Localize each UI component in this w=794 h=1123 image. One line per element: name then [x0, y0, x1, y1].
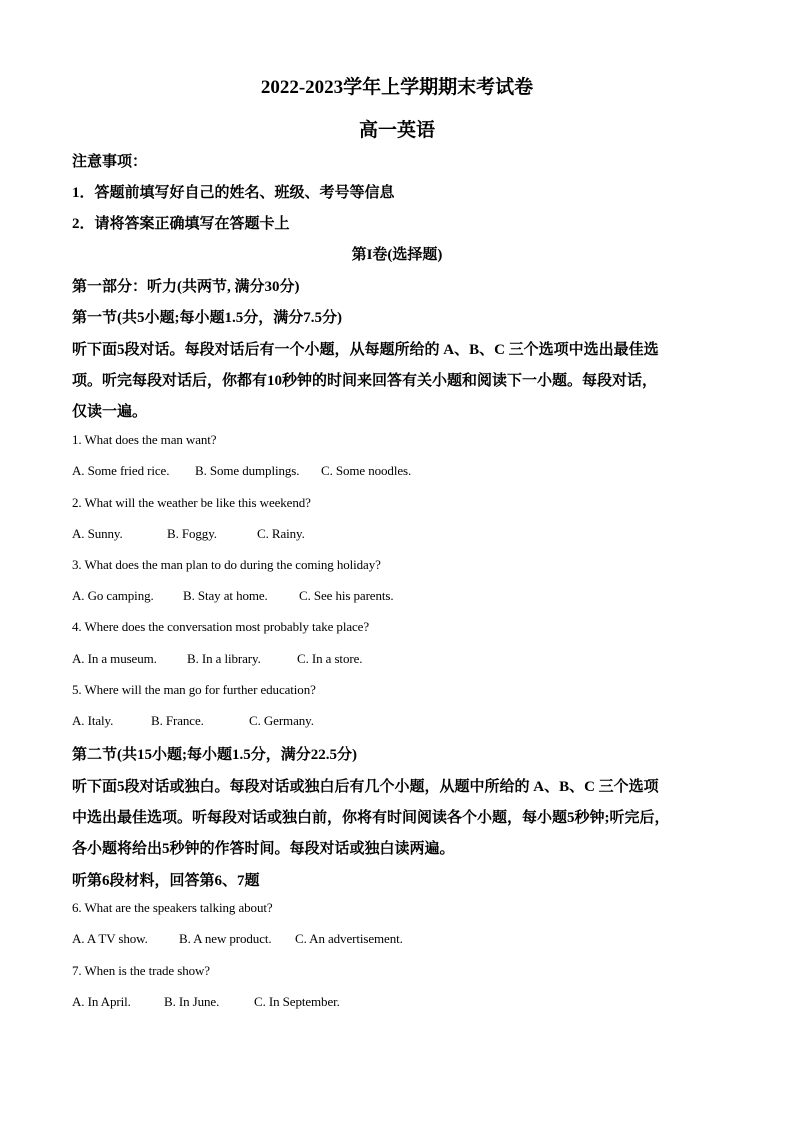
option-c: C. An advertisement.	[295, 931, 403, 946]
question-6: 6. What are the speakers talking about?	[72, 900, 273, 915]
option-c: C. In a store.	[297, 651, 363, 666]
notice-heading: 注意事项：	[72, 154, 148, 170]
option-a: A. Go camping.	[72, 588, 154, 603]
option-b: B. France.	[151, 713, 204, 728]
option-c: C. See his parents.	[299, 588, 394, 603]
section1-instruction-line-1: 听下面5段对话。每段对话后有一个小题，从每题所给的 A、B、C 三个选项中选出最佳选	[72, 342, 659, 358]
exam-subject: 高一英语	[358, 120, 435, 141]
question-7-options	[72, 994, 340, 1010]
section2-instruction-line-3: 各小题将给出5秒钟的作答时间。每段对话或独白读两遍。	[72, 841, 455, 857]
section1-instruction-line-3: 仅读一遍。	[72, 404, 148, 420]
exam-title: 2022-2023学年上学期期末考试卷	[260, 77, 534, 98]
question-4: 4. Where does the conversation most probably take place?	[72, 619, 370, 634]
option-b: B. Foggy.	[167, 526, 217, 541]
option-b: B. In a library.	[187, 651, 261, 666]
question-2: 2. What will the weather be like this weekend?	[72, 495, 311, 510]
option-b: B. Stay at home.	[183, 588, 268, 603]
option-c: C. Some noodles.	[321, 463, 412, 478]
section1-heading: 第一节(共5小题;每小题1.5分，满分7.5分)	[72, 310, 342, 326]
question-1-options	[72, 463, 411, 479]
question-3-options	[72, 588, 394, 604]
option-a: A. In a museum.	[72, 651, 157, 666]
question-3: 3. What does the man plan to do during the coming holiday?	[72, 557, 381, 572]
section2-instruction-line-1: 听下面5段对话或独白。每段对话或独白后有几个小题，从题中所给的 A、B、C 三个选项	[72, 779, 659, 795]
section1-instruction-line-2: 项。听完每段对话后，你都有10秒钟的时间来回答有关小题和阅读下一小题。每段对话，	[72, 373, 658, 389]
notice-item-2: 2．请将答案正确填写在答题卡上	[72, 216, 290, 232]
option-a: A. Some fried rice.	[72, 463, 170, 478]
option-c: C. Rainy.	[257, 526, 305, 541]
volume-title: 第I卷(选择题)	[351, 247, 443, 263]
option-a: A. A TV show.	[72, 931, 148, 946]
section2-heading: 第二节(共15小题;每小题1.5分，满分22.5分)	[72, 747, 357, 763]
option-a: A. Sunny.	[72, 526, 123, 541]
option-c: C. In September.	[254, 994, 340, 1009]
section2-instruction-line-2: 中选出最佳选项。听每段对话或独白前，你将有时间阅读各个小题，每小题5秒钟;听完后，	[72, 810, 670, 826]
question-7: 7. When is the trade show?	[72, 963, 210, 978]
option-b: B. In June.	[164, 994, 220, 1009]
question-5-options	[72, 713, 314, 729]
option-a: A. In April.	[72, 994, 131, 1009]
question-5: 5. Where will the man go for further education?	[72, 682, 316, 697]
question-1: 1. What does the man want?	[72, 432, 217, 447]
question-6-options	[72, 931, 403, 947]
question-2-options	[72, 526, 305, 542]
option-b: B. Some dumplings.	[195, 463, 300, 478]
option-a: A. Italy.	[72, 713, 114, 728]
material-heading: 听第6段材料，回答第6、7题	[72, 873, 260, 889]
question-4-options	[72, 651, 362, 667]
notice-item-1: 1．答题前填写好自己的姓名、班级、考号等信息	[72, 185, 395, 201]
part1-heading: 第一部分：听力(共两节, 满分30分)	[72, 279, 300, 295]
option-b: B. A new product.	[179, 931, 272, 946]
option-c: C. Germany.	[249, 713, 314, 728]
